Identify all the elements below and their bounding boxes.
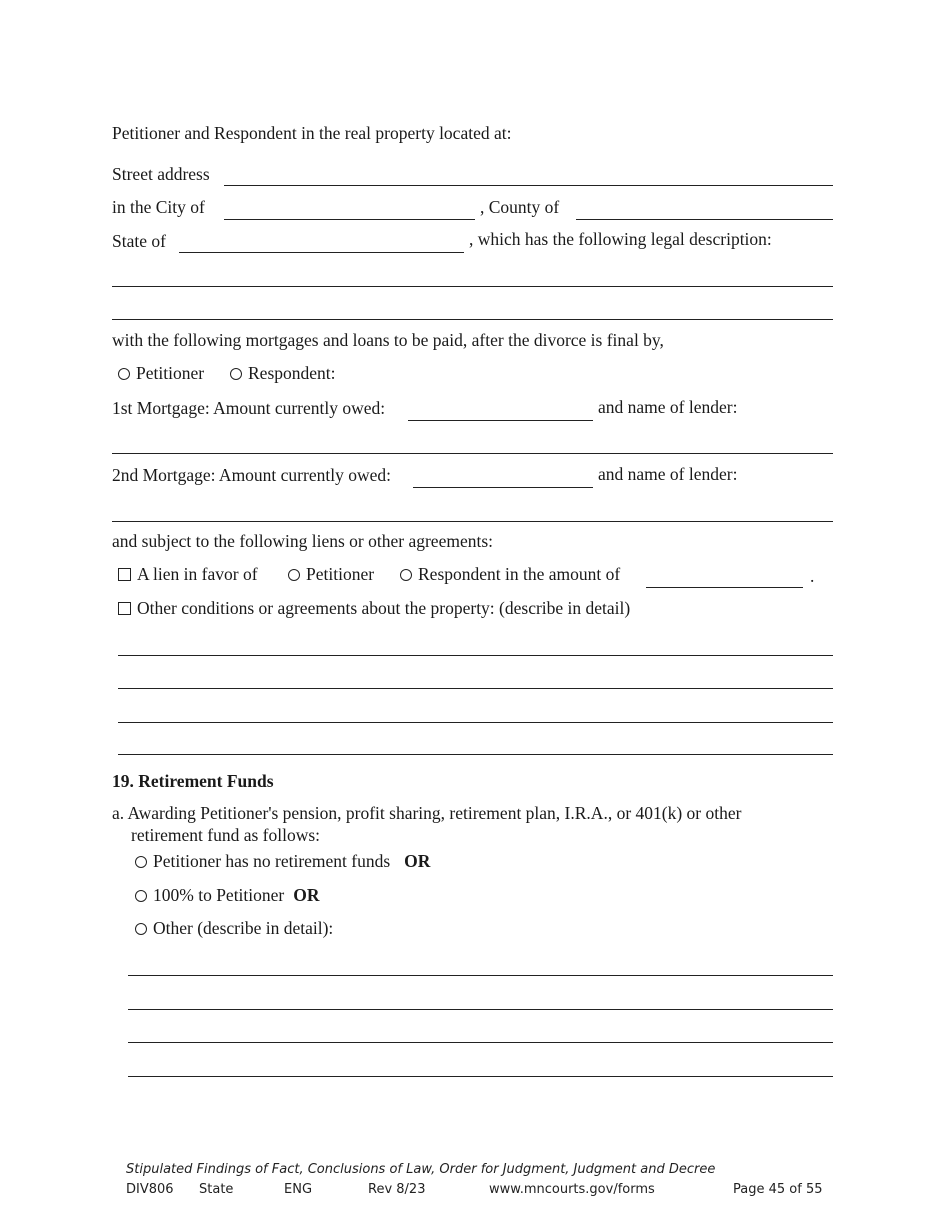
- footer-revision: Rev 8/23: [368, 1182, 426, 1197]
- footer-page: Page 45 of 55: [733, 1182, 823, 1197]
- liens-intro: and subject to the following liens or other agreements:: [112, 531, 494, 551]
- retirement-full-label: 100% to Petitioner: [153, 885, 285, 905]
- lien-respondent-radio[interactable]: [400, 564, 620, 584]
- retirement-other-line-3[interactable]: [128, 1042, 833, 1043]
- second-lender-field[interactable]: [112, 521, 833, 522]
- retirement-other-line-2[interactable]: [128, 1009, 833, 1010]
- property-intro: Petitioner and Respondent in the real property located at:: [112, 123, 512, 143]
- radio-icon: [288, 569, 300, 581]
- radio-icon: [230, 368, 242, 380]
- first-mortgage-amount-field[interactable]: [408, 420, 593, 421]
- street-address-field[interactable]: [224, 185, 833, 186]
- legal-description-line-1[interactable]: [112, 286, 833, 287]
- footer-title: Stipulated Findings of Fact, Conclusions of Law, Order for Judgment, Judgment and Decree: [126, 1162, 716, 1177]
- other-conditions-label: Other conditions or agreements about the property: (describe in detail): [137, 598, 631, 618]
- retirement-heading: 19. Retirement Funds: [112, 771, 274, 791]
- footer-url: www.mncourts.gov/forms: [489, 1182, 655, 1197]
- lien-petitioner-radio[interactable]: [288, 564, 374, 584]
- payer-petitioner-radio[interactable]: [118, 363, 204, 383]
- retirement-none-radio[interactable]: [135, 851, 430, 871]
- lien-petitioner-label: Petitioner: [306, 564, 375, 584]
- footer-language: ENG: [284, 1182, 313, 1197]
- retirement-full-radio[interactable]: [135, 885, 319, 905]
- radio-icon: [135, 890, 147, 902]
- footer-form-id: DIV806: [126, 1182, 174, 1197]
- retirement-none-label: Petitioner has no retirement funds: [153, 851, 391, 871]
- second-lender-label: and name of lender:: [598, 464, 738, 484]
- retirement-other-radio[interactable]: [135, 918, 333, 938]
- radio-icon: [135, 923, 147, 935]
- other-conditions-line-4[interactable]: [118, 754, 833, 755]
- city-field[interactable]: [224, 219, 475, 220]
- mortgages-intro: with the following mortgages and loans to be paid, after the divorce is final by,: [112, 330, 664, 350]
- county-label: , County of: [480, 197, 560, 217]
- state-label: State of: [112, 231, 166, 251]
- radio-icon: [118, 368, 130, 380]
- legal-description-line-2[interactable]: [112, 319, 833, 320]
- radio-icon: [400, 569, 412, 581]
- payer-respondent-label: Respondent:: [248, 363, 336, 383]
- second-mortgage-label: 2nd Mortgage: Amount currently owed:: [112, 465, 391, 485]
- other-conditions-line-2[interactable]: [118, 688, 833, 689]
- other-conditions-line-3[interactable]: [118, 722, 833, 723]
- first-lender-field[interactable]: [112, 453, 833, 454]
- lien-amount-field[interactable]: [646, 587, 803, 588]
- legal-description-label: , which has the following legal description:: [469, 229, 772, 249]
- checkbox-icon: [118, 568, 131, 581]
- or-label: OR: [293, 885, 320, 905]
- first-mortgage-label: 1st Mortgage: Amount currently owed:: [112, 398, 386, 418]
- retirement-other-label: Other (describe in detail):: [153, 918, 334, 938]
- radio-icon: [135, 856, 147, 868]
- retirement-a-line2: retirement fund as follows:: [131, 825, 321, 845]
- payer-petitioner-label: Petitioner: [136, 363, 205, 383]
- other-conditions-line-1[interactable]: [118, 655, 833, 656]
- street-address-label: Street address: [112, 164, 210, 184]
- footer-jurisdiction: State: [199, 1182, 234, 1197]
- lien-period: .: [810, 566, 815, 586]
- payer-respondent-radio[interactable]: [230, 363, 336, 383]
- retirement-other-line-1[interactable]: [128, 975, 833, 976]
- or-label: OR: [404, 851, 431, 871]
- checkbox-icon: [118, 602, 131, 615]
- other-conditions-checkbox[interactable]: [118, 598, 630, 618]
- lien-label: A lien in favor of: [137, 564, 258, 584]
- state-field[interactable]: [179, 252, 464, 253]
- retirement-a-line1: a. Awarding Petitioner's pension, profit sharing, retirement plan, I.R.A., or 401(k) or other: [112, 803, 742, 823]
- second-mortgage-amount-field[interactable]: [413, 487, 593, 488]
- lien-respondent-label: Respondent in the amount of: [418, 564, 621, 584]
- lien-checkbox[interactable]: [118, 564, 258, 584]
- city-label: in the City of: [112, 197, 205, 217]
- first-lender-label: and name of lender:: [598, 397, 738, 417]
- county-field[interactable]: [576, 219, 833, 220]
- retirement-other-line-4[interactable]: [128, 1076, 833, 1077]
